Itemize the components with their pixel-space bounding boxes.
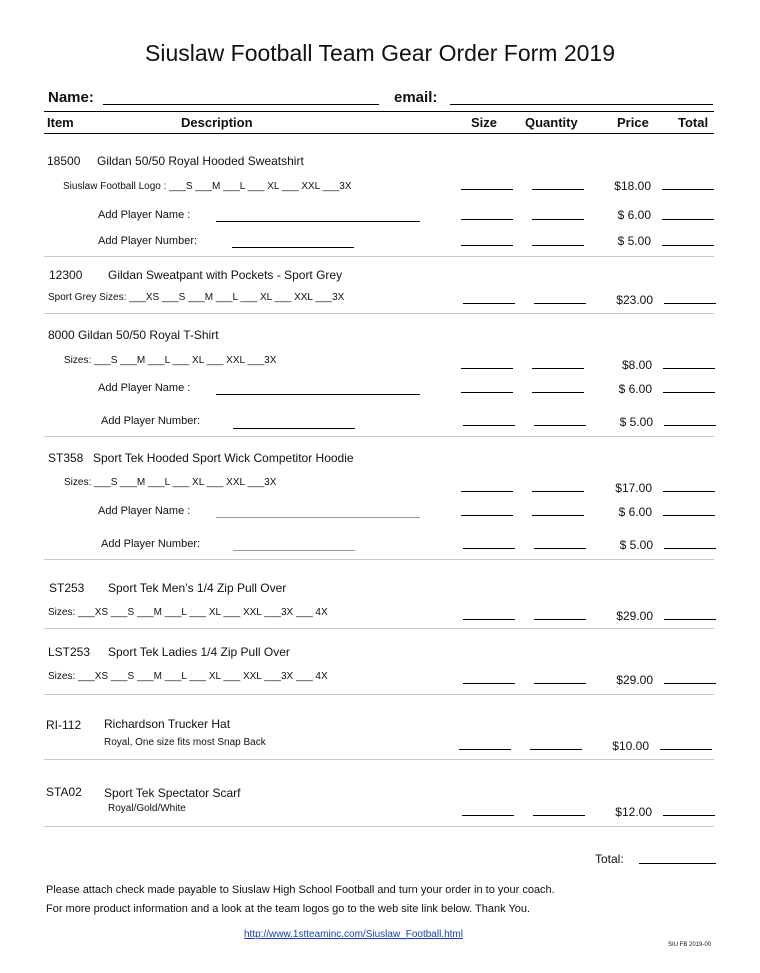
total-field[interactable] — [662, 189, 714, 190]
section-divider — [44, 313, 714, 314]
item-subtext: Royal, One size fits most Snap Back — [104, 737, 266, 748]
size-field[interactable] — [463, 548, 515, 549]
website-link[interactable]: http://www.1stteaminc.com/Siuslaw_Football.html — [244, 929, 463, 940]
size-field[interactable] — [463, 619, 515, 620]
item-description: Sport Tek Spectator Scarf — [104, 786, 241, 800]
size-options: Siuslaw Football Logo : ___S ___M ___L ___ XL ___ XXL ___3X — [63, 181, 352, 192]
total-field[interactable] — [663, 368, 715, 369]
add-player-number-label: Add Player Number: — [101, 538, 201, 550]
quantity-field[interactable] — [532, 392, 584, 393]
quantity-field[interactable] — [534, 683, 586, 684]
col-size: Size — [471, 115, 498, 130]
item-price: $29.00 — [616, 609, 653, 623]
size-field[interactable] — [461, 219, 513, 220]
size-options: Sizes: ___XS ___S ___M ___L ___ XL ___ XXL ___3X ___ 4X — [48, 607, 328, 618]
total-field[interactable] — [663, 515, 715, 516]
section-divider — [44, 628, 714, 629]
total-field[interactable] — [663, 491, 715, 492]
total-field[interactable] — [663, 392, 715, 393]
name-label: Name: — [48, 89, 94, 106]
size-field[interactable] — [461, 189, 513, 190]
item-code: RI-112 — [46, 718, 82, 732]
quantity-field[interactable] — [532, 368, 584, 369]
add-player-name-label: Add Player Name : — [98, 505, 191, 517]
item-price: $23.00 — [616, 293, 653, 307]
size-field[interactable] — [461, 491, 513, 492]
size-field[interactable] — [463, 683, 515, 684]
size-field[interactable] — [463, 425, 515, 426]
item-price: $18.00 — [614, 179, 651, 193]
col-quantity: Quantity — [525, 115, 578, 130]
item-code: ST253 — [49, 581, 85, 595]
item-price: $12.00 — [615, 805, 652, 819]
item-price: $ 5.00 — [619, 538, 653, 552]
size-options: Sizes: ___XS ___S ___M ___L ___ XL ___ XXL ___3X ___ 4X — [48, 671, 328, 682]
email-label: email: — [394, 89, 438, 106]
grand-total-field[interactable] — [639, 863, 716, 864]
size-options: Sport Grey Sizes: ___XS ___S ___M ___L ___ XL ___ XXL ___3X — [48, 292, 345, 303]
col-item: Item — [47, 115, 74, 130]
item-price: $ 6.00 — [618, 505, 652, 519]
item-price: $ 6.00 — [617, 208, 651, 222]
item-code: ST358 — [48, 451, 84, 465]
size-field[interactable] — [463, 303, 515, 304]
total-field[interactable] — [660, 749, 712, 750]
quantity-field[interactable] — [532, 245, 584, 246]
item-description: Sport Tek Hooded Sport Wick Competitor Hoodie — [93, 451, 354, 465]
item-description: Sport Tek Ladies 1/4 Zip Pull Over — [108, 645, 290, 659]
add-player-number-label: Add Player Number: — [101, 415, 201, 427]
total-field[interactable] — [664, 548, 716, 549]
form-code: SIU FB 2019-00 — [668, 942, 712, 948]
total-field[interactable] — [664, 303, 716, 304]
add-player-name-label: Add Player Name : — [98, 209, 191, 221]
section-divider — [44, 559, 714, 560]
size-field[interactable] — [461, 368, 513, 369]
item-code: 18500 — [47, 154, 81, 168]
add-player-number-label: Add Player Number: — [98, 235, 198, 247]
item-description: Gildan Sweatpant with Pockets - Sport Grey — [108, 268, 343, 282]
grand-total-label: Total: — [595, 852, 624, 866]
total-field[interactable] — [662, 245, 714, 246]
quantity-field[interactable] — [532, 219, 584, 220]
section-divider — [44, 759, 714, 760]
header-top-rule — [44, 111, 714, 112]
item-description: Gildan 50/50 Royal Hooded Sweatshirt — [97, 154, 304, 168]
quantity-field[interactable] — [532, 491, 584, 492]
section-divider — [44, 436, 714, 437]
player-number-field[interactable] — [232, 247, 354, 248]
item-price: $ 5.00 — [617, 234, 651, 248]
name-field[interactable] — [103, 104, 379, 105]
player-name-field[interactable] — [216, 221, 420, 222]
quantity-field[interactable] — [534, 548, 586, 549]
quantity-field[interactable] — [534, 425, 586, 426]
item-price: $ 5.00 — [619, 415, 653, 429]
size-field[interactable] — [462, 815, 514, 816]
item-subtext: Royal/Gold/White — [108, 803, 186, 814]
player-name-field[interactable] — [216, 394, 420, 395]
header-bottom-rule — [44, 133, 714, 134]
size-field[interactable] — [461, 245, 513, 246]
form-title: Siuslaw Football Team Gear Order Form 2019 — [145, 40, 615, 66]
total-field[interactable] — [664, 425, 716, 426]
email-field[interactable] — [450, 104, 713, 105]
quantity-field[interactable] — [533, 815, 585, 816]
player-name-field[interactable] — [216, 517, 420, 518]
item-description: Richardson Trucker Hat — [104, 717, 231, 731]
item-code: LST253 — [48, 645, 91, 659]
size-field[interactable] — [461, 515, 513, 516]
item-code: 12300 — [49, 268, 83, 282]
section-divider — [44, 826, 714, 827]
footer-instructions: Please attach check made payable to Siuslaw High School Football and turn your order in to your coach. — [46, 884, 555, 896]
quantity-field[interactable] — [534, 303, 586, 304]
total-field[interactable] — [664, 683, 716, 684]
total-field[interactable] — [662, 219, 714, 220]
quantity-field[interactable] — [532, 515, 584, 516]
quantity-field[interactable] — [534, 619, 586, 620]
item-price: $10.00 — [612, 739, 649, 753]
player-number-field[interactable] — [233, 550, 355, 551]
size-field[interactable] — [461, 392, 513, 393]
item-description: Sport Tek Men’s 1/4 Zip Pull Over — [108, 581, 287, 595]
player-number-field[interactable] — [233, 428, 355, 429]
item-price: $8.00 — [621, 358, 652, 372]
size-options: Sizes: ___S ___M ___L ___ XL ___ XXL ___3X — [64, 355, 277, 366]
item-code: STA02 — [46, 785, 82, 799]
item-price: $17.00 — [615, 481, 652, 495]
item-description: 8000 Gildan 50/50 Royal T-Shirt — [48, 328, 219, 342]
quantity-field[interactable] — [530, 749, 582, 750]
size-options: Sizes: ___S ___M ___L ___ XL ___ XXL ___3X — [64, 477, 277, 488]
col-description: Description — [181, 115, 253, 130]
add-player-name-label: Add Player Name : — [98, 382, 191, 394]
section-divider — [44, 694, 714, 695]
footer-info: For more product information and a look at the team logos go to the web site link below. Thank You. — [46, 903, 531, 915]
total-field[interactable] — [664, 619, 716, 620]
item-price: $ 6.00 — [618, 382, 652, 396]
total-field[interactable] — [663, 815, 715, 816]
quantity-field[interactable] — [532, 189, 584, 190]
col-total: Total — [678, 115, 709, 130]
size-field[interactable] — [459, 749, 511, 750]
section-divider — [44, 256, 714, 257]
col-price: Price — [617, 115, 649, 130]
item-price: $29.00 — [616, 673, 653, 687]
